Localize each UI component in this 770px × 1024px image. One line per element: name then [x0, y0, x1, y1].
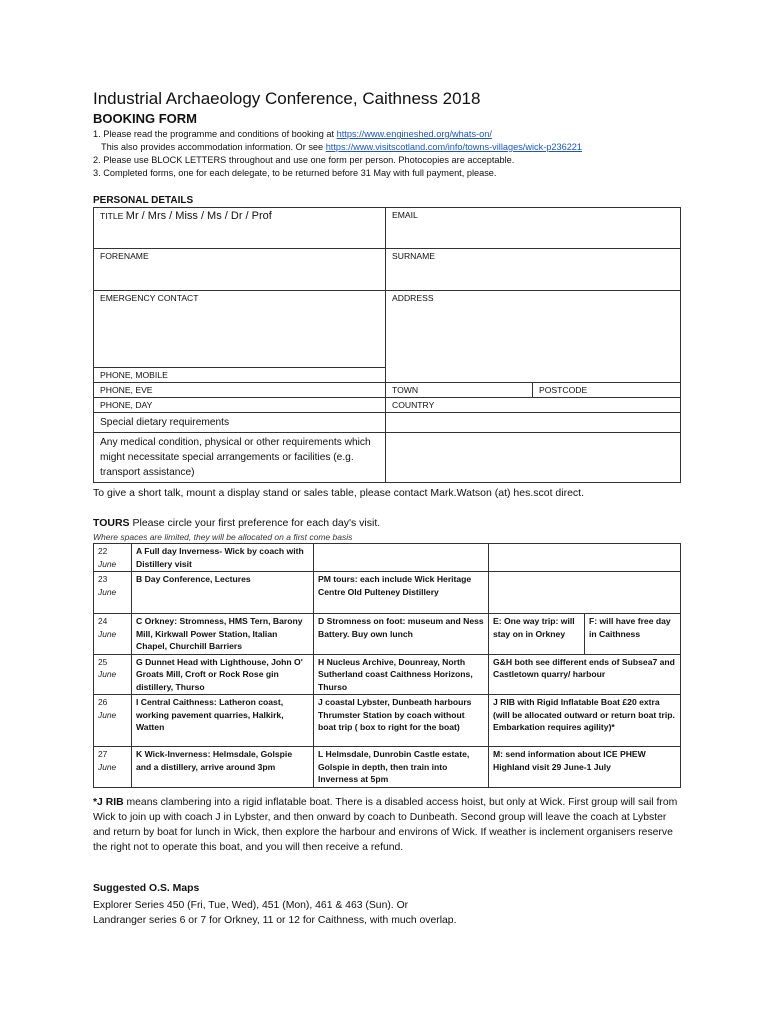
tours-table: [93, 543, 681, 788]
title-options[interactable]: Mr / Mrs / Miss / Ms / Dr / Prof: [125, 210, 272, 222]
page-title: Industrial Archaeology Conference, Caithness 2018: [93, 89, 481, 108]
tours-note: Where spaces are limited, they will be allocated on a first come basis: [93, 532, 353, 542]
tour-option-g[interactable]: G Dunnet Head with Lighthouse, John O' Groats Mill, Croft or Rock Rose gin distillery, Thurso: [132, 654, 314, 695]
tour-option-b[interactable]: B Day Conference, Lectures: [132, 572, 314, 614]
day-cell: 27 June: [94, 747, 132, 788]
maps-heading: Suggested O.S. Maps: [93, 883, 200, 894]
dietary-field[interactable]: [386, 413, 681, 433]
phone-mobile-field[interactable]: PHONE, MOBILE: [94, 368, 386, 383]
country-field[interactable]: COUNTRY: [386, 398, 681, 413]
talk-contact-text: To give a short talk, mount a display stand or sales table, please contact Mark.Watson (at) hes.scot direct.: [93, 487, 585, 499]
tour-option-k[interactable]: K Wick-Inverness: Helmsdale, Golspie and a distillery, arrive around 3pm: [132, 747, 314, 788]
tour-option-l[interactable]: L Helmsdale, Dunrobin Castle estate, Golspie in depth, then train into Inverness at 5pm: [314, 747, 489, 788]
instruction-3: 3. Completed forms, one for each delegate, to be returned before 31 May with full payment, please.: [93, 168, 497, 178]
town-field[interactable]: TOWN: [386, 383, 533, 398]
form-subtitle: BOOKING FORM: [93, 111, 197, 126]
tour-option-j-rib[interactable]: J RIB with Rigid Inflatable Boat £20 extra (will be allocated outward or return boat trip. Embarkation requires agility)*: [489, 695, 681, 747]
tour-option-pm[interactable]: PM tours: each include Wick Heritage Centre Old Pulteney Distillery: [314, 572, 489, 614]
tour-option-h[interactable]: H Nucleus Archive, Dounreay, North Sutherland coast Caithness Horizons, Thurso: [314, 654, 489, 695]
day-cell: 24 June: [94, 614, 132, 655]
personal-details-table: [93, 207, 681, 483]
tour-option-a[interactable]: A Full day Inverness- Wick by coach with Distillery visit: [132, 544, 314, 572]
tour-option-d[interactable]: D Stromness on foot: museum and Ness Battery. Buy own lunch: [314, 614, 489, 655]
day-cell: 25 June: [94, 654, 132, 695]
tour-option-e[interactable]: E: One way trip: will stay on in Orkney: [489, 614, 585, 655]
dietary-label: Special dietary requirements: [94, 413, 386, 433]
medical-label: Any medical condition, physical or other requirements which might necessitate special arrangements or facilities (e.g. transport assistance): [94, 433, 386, 483]
day-cell: 26 June: [94, 695, 132, 747]
rib-footnote: *J RIB means clambering into a rigid inflatable boat. There is a disabled access hoist, but only at Wick. First group will sail from Wick to join up with coach J in Lybster, and then onward by coach to Dunbeath. Second group will leave the coach at Lybster and return by boat for lunch in Wick, then explore the harbour and environs of Wick. If weather is inclement organisers reserve the right not to operate this boat, and you will then receive a refund.: [93, 797, 678, 853]
instruction-1: 1. Please read the programme and conditions of booking at https://www.engineshed.org/whats-on/: [93, 129, 492, 139]
visitscotland-link[interactable]: https://www.visitscotland.com/info/towns-villages/wick-p236221: [325, 142, 583, 152]
address-field[interactable]: ADDRESS: [386, 291, 681, 383]
tour-note-gh: G&H both see different ends of Subsea7 and Castletown quarry/ harbour: [489, 654, 681, 695]
emergency-contact-field[interactable]: EMERGENCY CONTACT: [94, 291, 386, 368]
postcode-field[interactable]: POSTCODE: [533, 383, 681, 398]
tours-heading: TOURS Please circle your first preference for each day's visit.: [93, 517, 381, 529]
tour-option-empty: [489, 572, 681, 614]
tour-option-c[interactable]: C Orkney: Stromness, HMS Tern, Barony Mill, Kirkwall Power Station, Italian Chapel, Churchill Barriers: [132, 614, 314, 655]
instruction-2: 2. Please use BLOCK LETTERS throughout and use one form per person. Photocopies are acceptable.: [93, 155, 515, 165]
tour-option-j[interactable]: J coastal Lybster, Dunbeath harbours Thrumster Station by coach without boat trip ( box to right for the boat): [314, 695, 489, 747]
tour-option-empty: [314, 544, 489, 572]
maps-text: Explorer Series 450 (Fri, Tue, Wed), 451 (Mon), 461 & 463 (Sun). Or Landranger series 6 or 7 for Orkney, 11 or 12 for Caithness, with much overlap.: [93, 900, 457, 926]
day-cell: 22 June: [94, 544, 132, 572]
tour-option-empty: [489, 544, 681, 572]
tour-option-i[interactable]: I Central Caithness: Latheron coast, working pavement quarries, Halkirk, Watten: [132, 695, 314, 747]
phone-eve-field[interactable]: PHONE, EVE: [94, 383, 386, 398]
instruction-1b: This also provides accommodation information. Or see https://www.visitscotland.com/info/towns-villages/wick-p236221: [101, 142, 583, 152]
engineshed-link[interactable]: https://www.engineshed.org/whats-on/: [336, 129, 492, 139]
instructions: [93, 128, 733, 180]
medical-field[interactable]: [386, 433, 681, 483]
email-field[interactable]: EMAIL: [386, 208, 681, 249]
tour-option-m[interactable]: M: send information about ICE PHEW Highland visit 29 June-1 July: [489, 747, 681, 788]
phone-day-field[interactable]: PHONE, DAY: [94, 398, 386, 413]
surname-field[interactable]: SURNAME: [386, 249, 681, 291]
personal-details-heading: PERSONAL DETAILS: [93, 195, 194, 206]
tour-option-f[interactable]: F: will have free day in Caithness: [585, 614, 681, 655]
forename-field[interactable]: FORENAME: [94, 249, 386, 291]
title-field[interactable]: TITLE Mr / Mrs / Miss / Ms / Dr / Prof: [94, 208, 386, 249]
day-cell: 23 June: [94, 572, 132, 614]
